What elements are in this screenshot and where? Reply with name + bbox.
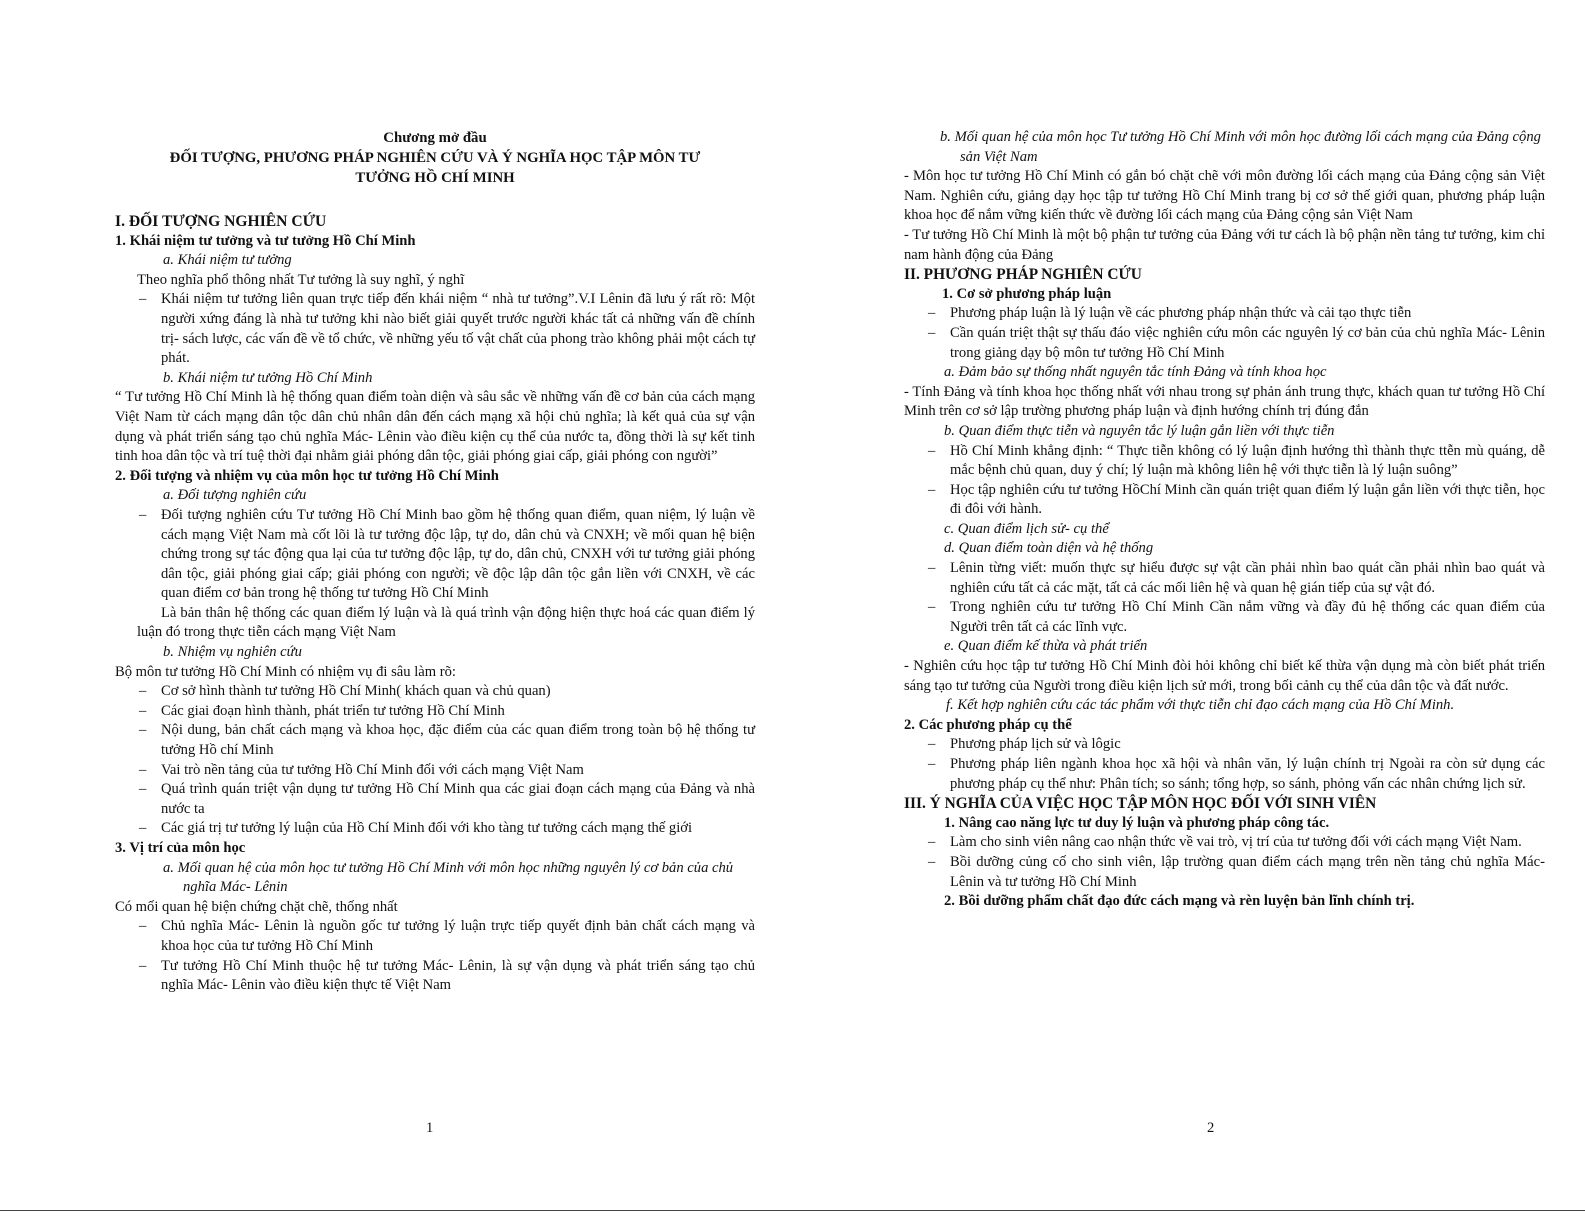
- item-2-1-b: b. Quan điểm thực tiễn và nguyên tắc lý luận gắn liền với thực tiễn: [944, 422, 1335, 439]
- dash-item: – Đối tượng nghiên cứu Tư tưởng Hồ Chí Minh bao gồm hệ thống quan điểm, quan niệm, lý luận về cách mạng Việt Nam mà cốt lõi là tư tưởng độc lập, tự do, dân chủ và CNXH; về mối quan hệ biện chứng trong sự tác động qua lại của tư tưởng độc lập, tự do, dân chủ, CNXH với tư tưởng giải phóng dân tộc, giải phóng giai cấp; giải phóng con người; về độc lập dân tộc gắn liền với CNXH, về các quan điểm cơ bản trong hệ thống tư tưởng Hồ Chí Minh: [115, 506, 755, 604]
- subsection-3-2-heading: 2. Bồi dưỡng phẩm chất đạo đức cách mạng và rèn luyện bản lĩnh chính trị.: [944, 893, 1415, 910]
- right-page: [904, 128, 1545, 912]
- subsection-1-3-heading: 3. Vị trí của môn học: [115, 840, 246, 856]
- item-2-1-c: c. Quan điểm lịch sử- cụ thể: [944, 520, 1109, 537]
- left-page: [115, 128, 755, 996]
- item-1-2-b: b. Nhiệm vụ nghiên cứu: [163, 644, 302, 661]
- item-1-1-a: a. Khái niệm tư tưởng: [163, 252, 292, 269]
- chapter-title-line-1: ĐỐI TƯỢNG, PHƯƠNG PHÁP NGHIÊN CỨU VÀ Ý NGHĨA HỌC TẬP MÔN TƯ: [169, 150, 701, 166]
- item-1-3-a: a. Mối quan hệ của môn học tư tưởng Hồ Chí Minh với môn học những nguyên lý cơ bản của chủ nghĩa Mác- Lênin: [163, 859, 734, 896]
- dash-item: – Quá trình quán triệt vận dụng tư tưởng Hồ Chí Minh qua các giai đoạn cách mạng của Đảng và nhà nước ta: [115, 780, 755, 819]
- paragraph: - Tính Đảng và tính khoa học thống nhất với nhau trong sự phản ánh trung thực, khách quan tư tưởng Hồ Chí Minh trên cơ sở lập trường phương pháp luận và định hướng chính trị đúng đắn: [904, 383, 1545, 420]
- chapter-title-line-2: TƯỞNG HỒ CHÍ MINH: [355, 170, 515, 186]
- dash-item: – Nội dung, bản chất cách mạng và khoa học, đặc điểm của các quan điểm trong toàn bộ hệ thống tư tưởng Hồ chí Minh: [115, 721, 755, 760]
- dash-item: – Các giai đoạn hình thành, phát triển tư tưởng Hồ Chí Minh: [115, 702, 755, 722]
- paragraph: - Nghiên cứu học tập tư tưởng Hồ Chí Minh đòi hỏi không chỉ biết kế thừa vận dụng mà còn biết phát triển sáng tạo tư tưởng của Người trong điều kiện lịch sử mới, trong bối cảnh cụ thể của dân tộc và đất nước.: [904, 658, 1545, 694]
- paragraph: “ Tư tưởng Hồ Chí Minh là hệ thống quan điểm toàn diện và sâu sắc về những vấn đề cơ bản của cách mạng Việt Nam từ cách mạng dân tộc dân chủ nhân dân đến cách mạng xã hội chủ nghĩa; là kết quả của sự vận dụng và phát triển sáng tạo chủ nghĩa Mác- Lênin vào điều kiện cụ thể của nước ta, đồng thời là sự kết tinh tinh hoa dân tộc và trí tuệ thời đại nhằm giải phóng dân tộc, giải phóng giai cấp, giải phóng con người”: [115, 389, 755, 465]
- section-1-heading: I. ĐỐI TƯỢNG NGHIÊN CỨU: [115, 213, 327, 230]
- subsection-2-2-heading: 2. Các phương pháp cụ thể: [904, 716, 1072, 733]
- paragraph: - Môn học tư tưởng Hồ Chí Minh có gắn bó chặt chẽ với môn đường lối cách mạng của Đảng cộng sản Việt Nam. Nghiên cứu, giảng dạy học tập tư tưởng Hồ Chí Minh trang bị cơ sở thế giới quan, phương pháp luận khoa học để nắm vững kiến thức về đường lối cách mạng của Đảng cộng sản Việt Nam: [904, 168, 1545, 224]
- item-1-3-b: b. Mối quan hệ của môn học Tư tưởng Hồ Chí Minh với môn học đường lối cách mạng của Đảng cộng sản Việt Nam: [940, 129, 1541, 165]
- chapter-heading: Chương mở đầu: [383, 130, 487, 146]
- dash-item: – Phương pháp liên ngành khoa học xã hội và nhân văn, lý luận chính trị Ngoài ra còn sử dụng các phương pháp cụ thể như: Phân tích; so sánh; tổng hợp, so sánh, phỏng vấn các nhân chứng lịch sử.: [904, 755, 1545, 794]
- paragraph: Có mối quan hệ biện chứng chặt chẽ, thống nhất: [115, 898, 398, 915]
- dash-item: – Phương pháp luận là lý luận về các phương pháp nhận thức và cải tạo thực tiễn: [904, 304, 1545, 324]
- dash-item: – Lênin từng viết: muốn thực sự hiểu được sự vật cần phải nhìn bao quát cần phải nhìn bao quát và nghiên cứu tất cả các mặt, tất cả các mối liên hệ và quan hệ gián tiếp của sự vật đó.: [904, 559, 1545, 598]
- item-2-1-e: e. Quan điểm kế thừa và phát triển: [944, 638, 1148, 655]
- dash-item: – Trong nghiên cứu tư tưởng Hồ Chí Minh Cần nắm vững và đầy đủ hệ thống các quan điểm của Người trên tất cả các lĩnh vực.: [904, 598, 1545, 637]
- paragraph: Theo nghĩa phổ thông nhất Tư tưởng là suy nghĩ, ý nghĩ: [137, 271, 465, 288]
- dash-item: – Cơ sở hình thành tư tưởng Hồ Chí Minh( khách quan và chủ quan): [115, 682, 755, 702]
- paragraph: Là bản thân hệ thống các quan điểm lý luận và là quá trình vận động hiện thực hoá các quan điểm lý luận đó trong thực tiễn cách mạng Việt Nam: [137, 604, 755, 641]
- dash-item: – Các giá trị tư tưởng lý luận của Hồ Chí Minh đối với kho tàng tư tưởng cách mạng thế giới: [115, 819, 755, 839]
- page-number-right: 2: [1207, 1120, 1215, 1136]
- item-2-1-d: [904, 539, 1545, 559]
- dash-item: – Khái niệm tư tưởng liên quan trực tiếp đến khái niệm “ nhà tư tưởng”.V.I Lênin đã lưu ý rất rõ: Một người xứng đáng là nhà tư tưởng khi nào biết giải quyết trước người khác tất cả những vấn đề chính trị- sách lược, các vấn đề về tổ chức, về những yếu tố vật chất của phong trào không phải một cách tự phát.: [115, 290, 755, 368]
- subsection-2-1-heading: 1. Cơ sở phương pháp luận: [942, 285, 1112, 302]
- item-2-1-d-text: d. Quan điểm toàn diện và hệ thống: [944, 540, 1154, 557]
- item-1-1-b: b. Khái niệm tư tưởng Hồ Chí Minh: [163, 369, 373, 386]
- subsection-3-1-heading: 1. Nâng cao năng lực tư duy lý luận và phương pháp công tác.: [944, 814, 1330, 831]
- dash-item: – Chủ nghĩa Mác- Lênin là nguồn gốc tư tưởng lý luận trực tiếp quyết định bản chất cách mạng và khoa học của tư tưởng Hồ Chí Minh: [115, 917, 755, 956]
- subsection-1-2-heading: 2. Đối tượng và nhiệm vụ của môn học tư tưởng Hồ Chí Minh: [115, 467, 499, 484]
- section-3-heading: III. Ý NGHĨA CỦA VIỆC HỌC TẬP MÔN HỌC ĐỐI VỚI SINH VIÊN: [904, 795, 1377, 813]
- paragraph: Bộ môn tư tưởng Hồ Chí Minh có nhiệm vụ đi sâu làm rõ:: [115, 663, 456, 680]
- item-1-2-a: a. Đối tượng nghiên cứu: [163, 487, 307, 504]
- bottom-rule: [0, 1210, 1585, 1211]
- dash-item: – Làm cho sinh viên nâng cao nhận thức về vai trò, vị trí của tư tưởng đối với cách mạng Việt Nam.: [904, 833, 1545, 853]
- item-2-1-f: f. Kết hợp nghiên cứu các tác phẩm với thực tiễn chỉ đạo cách mạng của Hồ Chí Minh.: [946, 697, 1455, 714]
- item-2-1-a: a. Đảm bảo sự thống nhất nguyên tắc tính Đảng và tính khoa học: [944, 364, 1327, 381]
- page-number-left: 1: [426, 1120, 434, 1136]
- dash-item: – Phương pháp lịch sử và lôgic: [904, 735, 1545, 755]
- dash-item: – Cần quán triệt thật sự thấu đáo việc nghiên cứu môn các nguyên lý cơ bản của chủ nghĩa Mác- Lênin trong giảng dạy bộ môn tư tưởng Hồ Chí Minh: [904, 324, 1545, 363]
- dash-item: – Vai trò nền tảng của tư tưởng Hồ Chí Minh đối với cách mạng Việt Nam: [115, 761, 755, 781]
- dash-item: – Học tập nghiên cứu tư tưởng HồChí Minh cần quán triệt quan điểm lý luận gắn liền với thực tiễn, học đi đôi với hành.: [904, 481, 1545, 520]
- section-2-heading: II. PHƯƠNG PHÁP NGHIÊN CỨU: [904, 266, 1142, 284]
- dash-item: – Hồ Chí Minh khẳng định: “ Thực tiễn không có lý luận định hướng thì thành thực ttễn mù quáng, dễ mắc bệnh chủ quan, duy ý chí; lý luận mà không liên hệ với thực tiễn là lý luận suông”: [904, 442, 1545, 481]
- dash-item: – Bồi dưỡng củng cố cho sinh viên, lập trường quan điểm cách mạng trên nền tảng chủ nghĩa Mác- Lênin và tư tưởng Hồ Chí Minh: [904, 853, 1545, 892]
- dash-item: – Tư tưởng Hồ Chí Minh thuộc hệ tư tưởng Mác- Lênin, là sự vận dụng và phát triển sáng tạo chủ nghĩa Mác- Lênin vào điều kiện thực tế Việt Nam: [115, 957, 755, 996]
- subsection-1-1-heading: 1. Khái niệm tư tưởng và tư tưởng Hồ Chí Minh: [115, 232, 416, 249]
- paragraph: - Tư tưởng Hồ Chí Minh là một bộ phận tư tưởng của Đảng với tư cách là bộ phận nền tảng tư tưởng, kim chỉ nam hành động của Đảng: [904, 226, 1545, 263]
